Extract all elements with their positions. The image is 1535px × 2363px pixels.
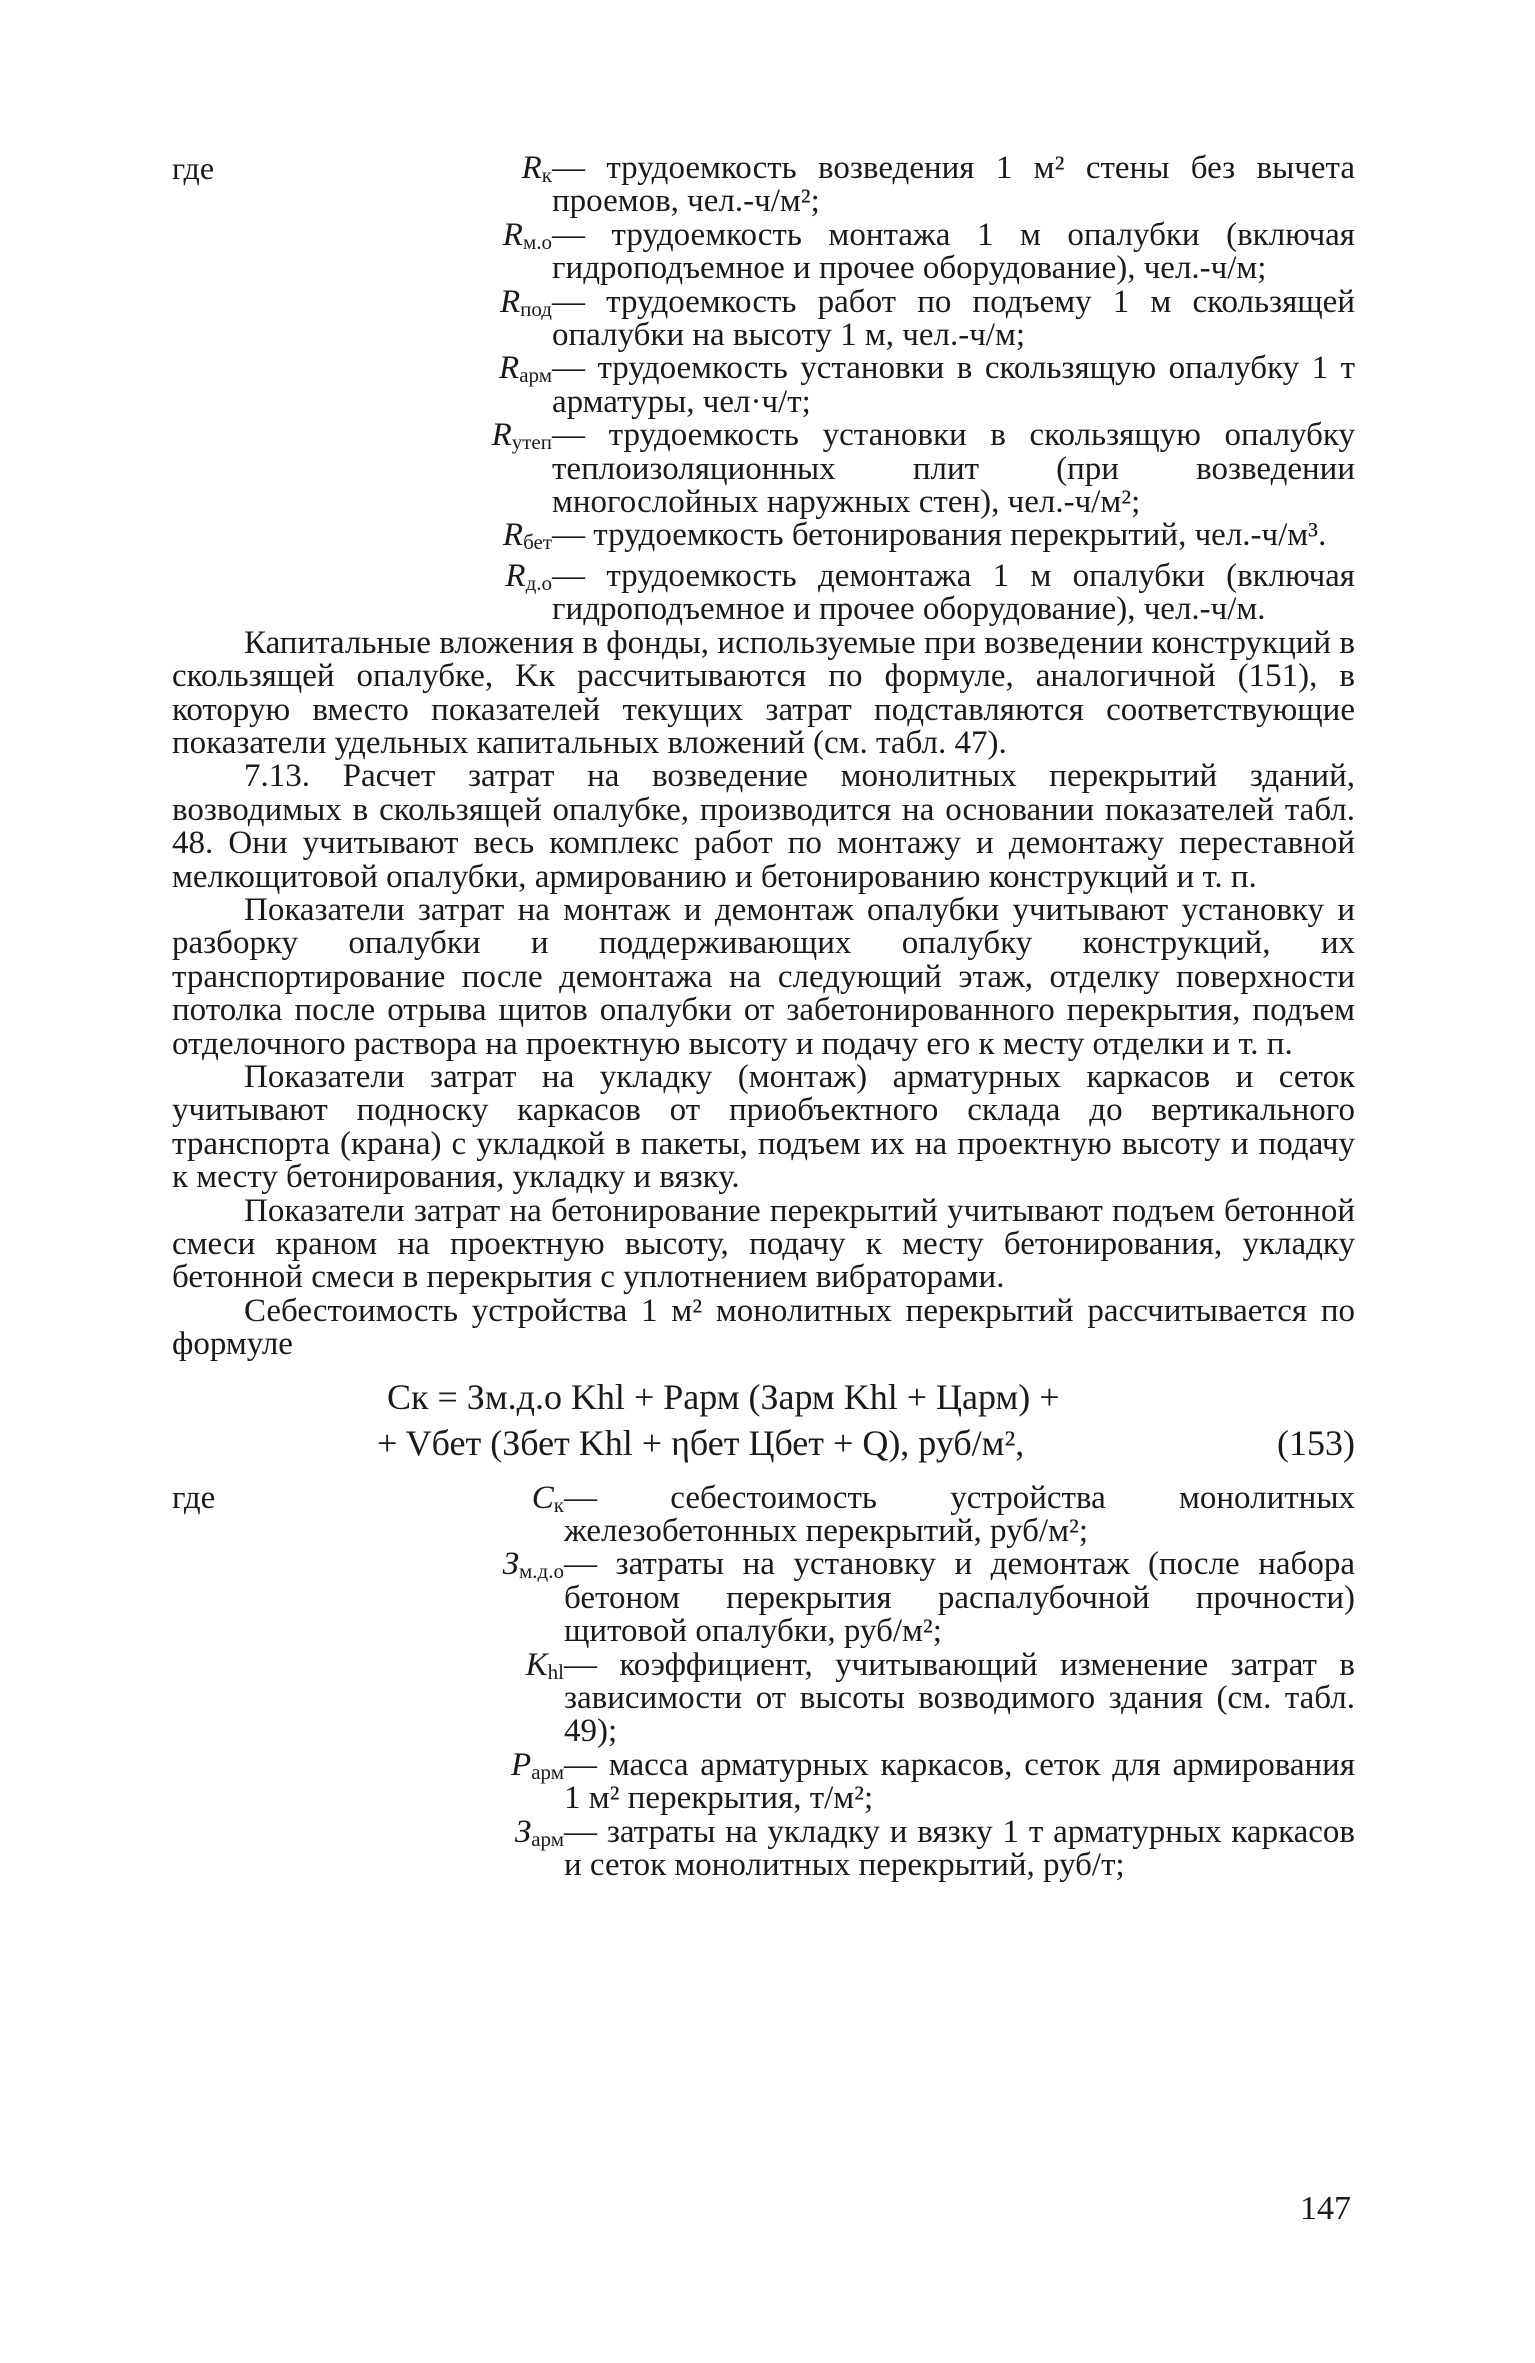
definition-text: — трудоемкость бетонирования перекрытий, чел.-ч/м³. [552, 517, 1327, 554]
definition-symbol: $R_к$ [521, 150, 552, 187]
paragraph: 7.13. Расчет затрат на возведение монолитных перекрытий зданий, возводимых в скользящей опалубке, производится на основании показателей табл. 48. Они учитывают весь комплекс работ по монтажу и демонтажу переставной мелкощитовой опалубки, армированию и бетонированию конструкций и т. п. [172, 758, 1355, 895]
definition-symbol: $R_{бет}$ [502, 517, 552, 555]
definition-symbol: $C_к$ [531, 1479, 564, 1517]
definition-list-2 [172, 1479, 1355, 1884]
definition-text: — масса арматурных каркасов, сеток для армирования 1 м² перекрытия, т/м²; [564, 1746, 1355, 1817]
formula-153 [172, 1374, 1355, 1466]
definition-symbol: $З_{м.д.о}$ [502, 1546, 564, 1584]
definition-symbol: $K_{hl}$ [525, 1646, 564, 1684]
definition-lead: где [172, 150, 215, 186]
definition-list-1 [172, 152, 1355, 627]
definition-text: — коэффициент, учитывающий изменение затрат в зависимости от высоты возводимого здания (см. табл. 49); [564, 1646, 1355, 1750]
definition-text: — трудоемкость демонтажа 1 м опалубки (включая гидроподъемное и прочее оборудование), чел.-ч/м. [552, 557, 1355, 628]
paragraph: Себестоимость устройства 1 м² монолитных перекрытий рассчитывается по формуле [172, 1292, 1355, 1363]
definition-text: — затраты на установку и демонтаж (после набора бетоном перекрытия распалубочной прочности) щитовой опалубки, руб/м²; [564, 1546, 1355, 1650]
definition-text: — трудоемкость работ по подъему 1 м скользящей опалубки на высоту 1 м, чел.-ч/м; [552, 283, 1355, 354]
definition-symbol: $R_{м.о}$ [502, 216, 552, 254]
definition-symbol: $R_{под}$ [500, 283, 552, 321]
formula-line-2: + Vбет (Збет Khl + ηбет Цбет + Q), руб/м², [377, 1422, 1025, 1463]
definition-symbol: $З_{арм}$ [514, 1813, 564, 1851]
definition-text: — трудоемкость установки в скользящую опалубку 1 т арматуры, чел·ч/т; [552, 350, 1355, 420]
paragraph: Показатели затрат на монтаж и демонтаж опалубки учитывают установку и разборку опалубки и поддерживающих опалубку конструкций, их транспортирование после демонтажа на следующий этаж, отделку поверхности потолка после отрыва щитов опалубки от забетонированного перекрытия, подъем отделочного раствора на проектную высоту и подачу его к месту отделки и т. п. [172, 891, 1355, 1062]
formula-line-1: Cк = Зм.д.о Khl + Pарм (Зарм Khl + Царм) + [387, 1376, 1060, 1417]
definition-symbol: $R_{д.о}$ [505, 557, 552, 595]
definition-lead: где [172, 1479, 216, 1516]
text-block [172, 152, 1355, 1883]
definition-text: — трудоемкость возведения 1 м² стены без вычета проемов, чел.-ч/м²; [552, 150, 1355, 220]
paragraph: Показатели затрат на укладку (монтаж) арматурных каркасов и сеток учитывают подноску каркасов от приобъектного склада до вертикального транспорта (крана) с укладкой в пакеты, подъем их на проектную высоту и подачу к месту бетонирования, укладку и вязку. [172, 1058, 1355, 1196]
definition-text: — себестоимость устройства монолитных железобетонных перекрытий, руб/м²; [564, 1479, 1355, 1550]
definition-text: — трудоемкость монтажа 1 м опалубки (включая гидроподъемное и прочее оборудование), чел.-ч/м; [552, 216, 1355, 287]
definition-symbol: $R_{арм}$ [499, 350, 552, 388]
paragraph: Капитальные вложения в фонды, используемые при возведении конструкций в скользящей опалубке, Kк рассчитываются по формуле, аналогичной (151), в которую вместо показателей текущих затрат подставляются соответствующие показатели удельных капитальных вложений (см. табл. 47). [172, 624, 1355, 761]
definition-symbol: $R_{утеп}$ [491, 417, 552, 455]
definition-symbol: $P_{арм}$ [511, 1746, 564, 1784]
paragraph: Показатели затрат на бетонирование перекрытий учитывают подъем бетонной смеси краном на проектную высоту, подачу к месту бетонирования, укладку бетонной смеси в перекрытия с уплотнением вибраторами. [172, 1192, 1355, 1296]
page-number: 147 [1300, 2190, 1351, 2227]
definition-text: — трудоемкость установки в скользящую опалубку теплоизоляционных плит (при возведении многослойных наружных стен), чел.-ч/м²; [552, 417, 1355, 521]
definition-text: — затраты на укладку и вязку 1 т арматурных каркасов и сеток монолитных перекрытий, руб/т; [564, 1813, 1355, 1884]
equation-number: (153) [1277, 1422, 1355, 1463]
